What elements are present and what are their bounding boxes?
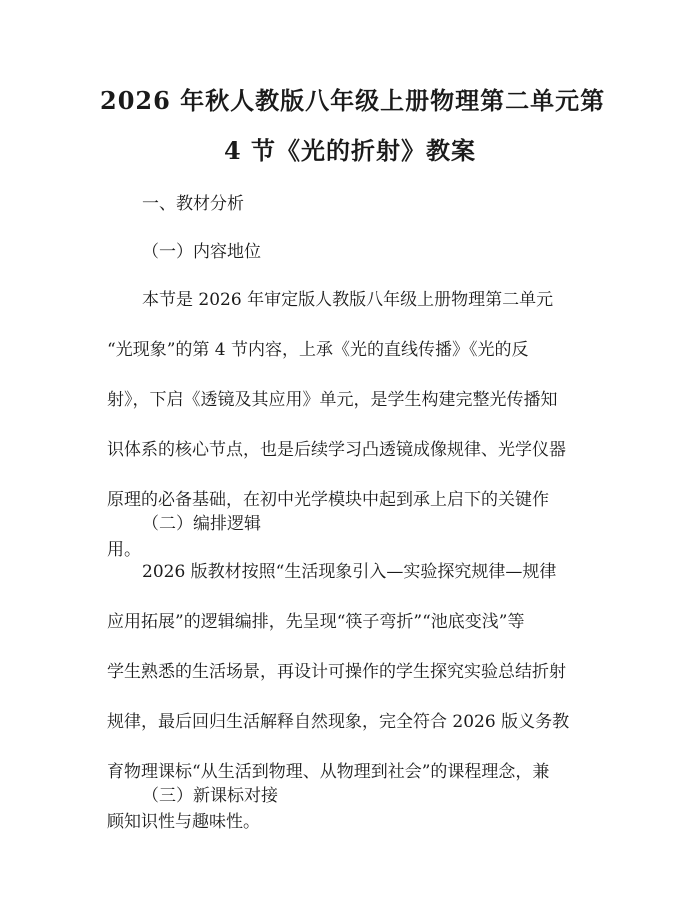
paragraph-line: 应用拓展”的逻辑编排，先呈现“筷子弯折”“池底变浅”等 bbox=[107, 612, 525, 632]
document-title-line-1: 2026 年秋人教版八年级上册物理第二单元第 bbox=[100, 86, 606, 115]
subheading-arrangement-logic: （二）编排逻辑 bbox=[142, 514, 261, 534]
paragraph-line: 识体系的核心节点，也是后续学习凸透镜成像规律、光学仪器 bbox=[107, 440, 566, 460]
subheading-curriculum-alignment: （三）新课标对接 bbox=[142, 786, 278, 806]
paragraph-line: 顾知识性与趣味性。 bbox=[107, 812, 260, 832]
paragraph-line: 射》，下启《透镜及其应用》单元，是学生构建完整光传播知 bbox=[107, 390, 558, 410]
paragraph-line: 学生熟悉的生活场景，再设计可操作的学生探究实验总结折射 bbox=[107, 662, 566, 682]
paragraph-line: 本节是 2026 年审定版人教版八年级上册物理第二单元 bbox=[142, 290, 554, 310]
paragraph-line: 2026 版教材按照“生活现象引入—实验探究规律—规律 bbox=[142, 562, 557, 582]
subheading-content-position: （一）内容地位 bbox=[142, 242, 261, 262]
paragraph-line: 原理的必备基础，在初中光学模块中起到承上启下的关键作 bbox=[107, 490, 549, 510]
section-heading-textbook-analysis: 一、教材分析 bbox=[142, 194, 244, 214]
document-title-line-2: 4 节《光的折射》教案 bbox=[223, 136, 477, 165]
paragraph-line: 育物理课标“从生活到物理、从物理到社会”的课程理念，兼 bbox=[107, 762, 550, 782]
paragraph-line: 规律，最后回归生活解释自然现象，完全符合 2026 版义务教 bbox=[107, 712, 570, 732]
paragraph-line: 用。 bbox=[107, 540, 141, 560]
paragraph-line: “光现象”的第 4 节内容，上承《光的直线传播》《光的反 bbox=[107, 340, 529, 360]
